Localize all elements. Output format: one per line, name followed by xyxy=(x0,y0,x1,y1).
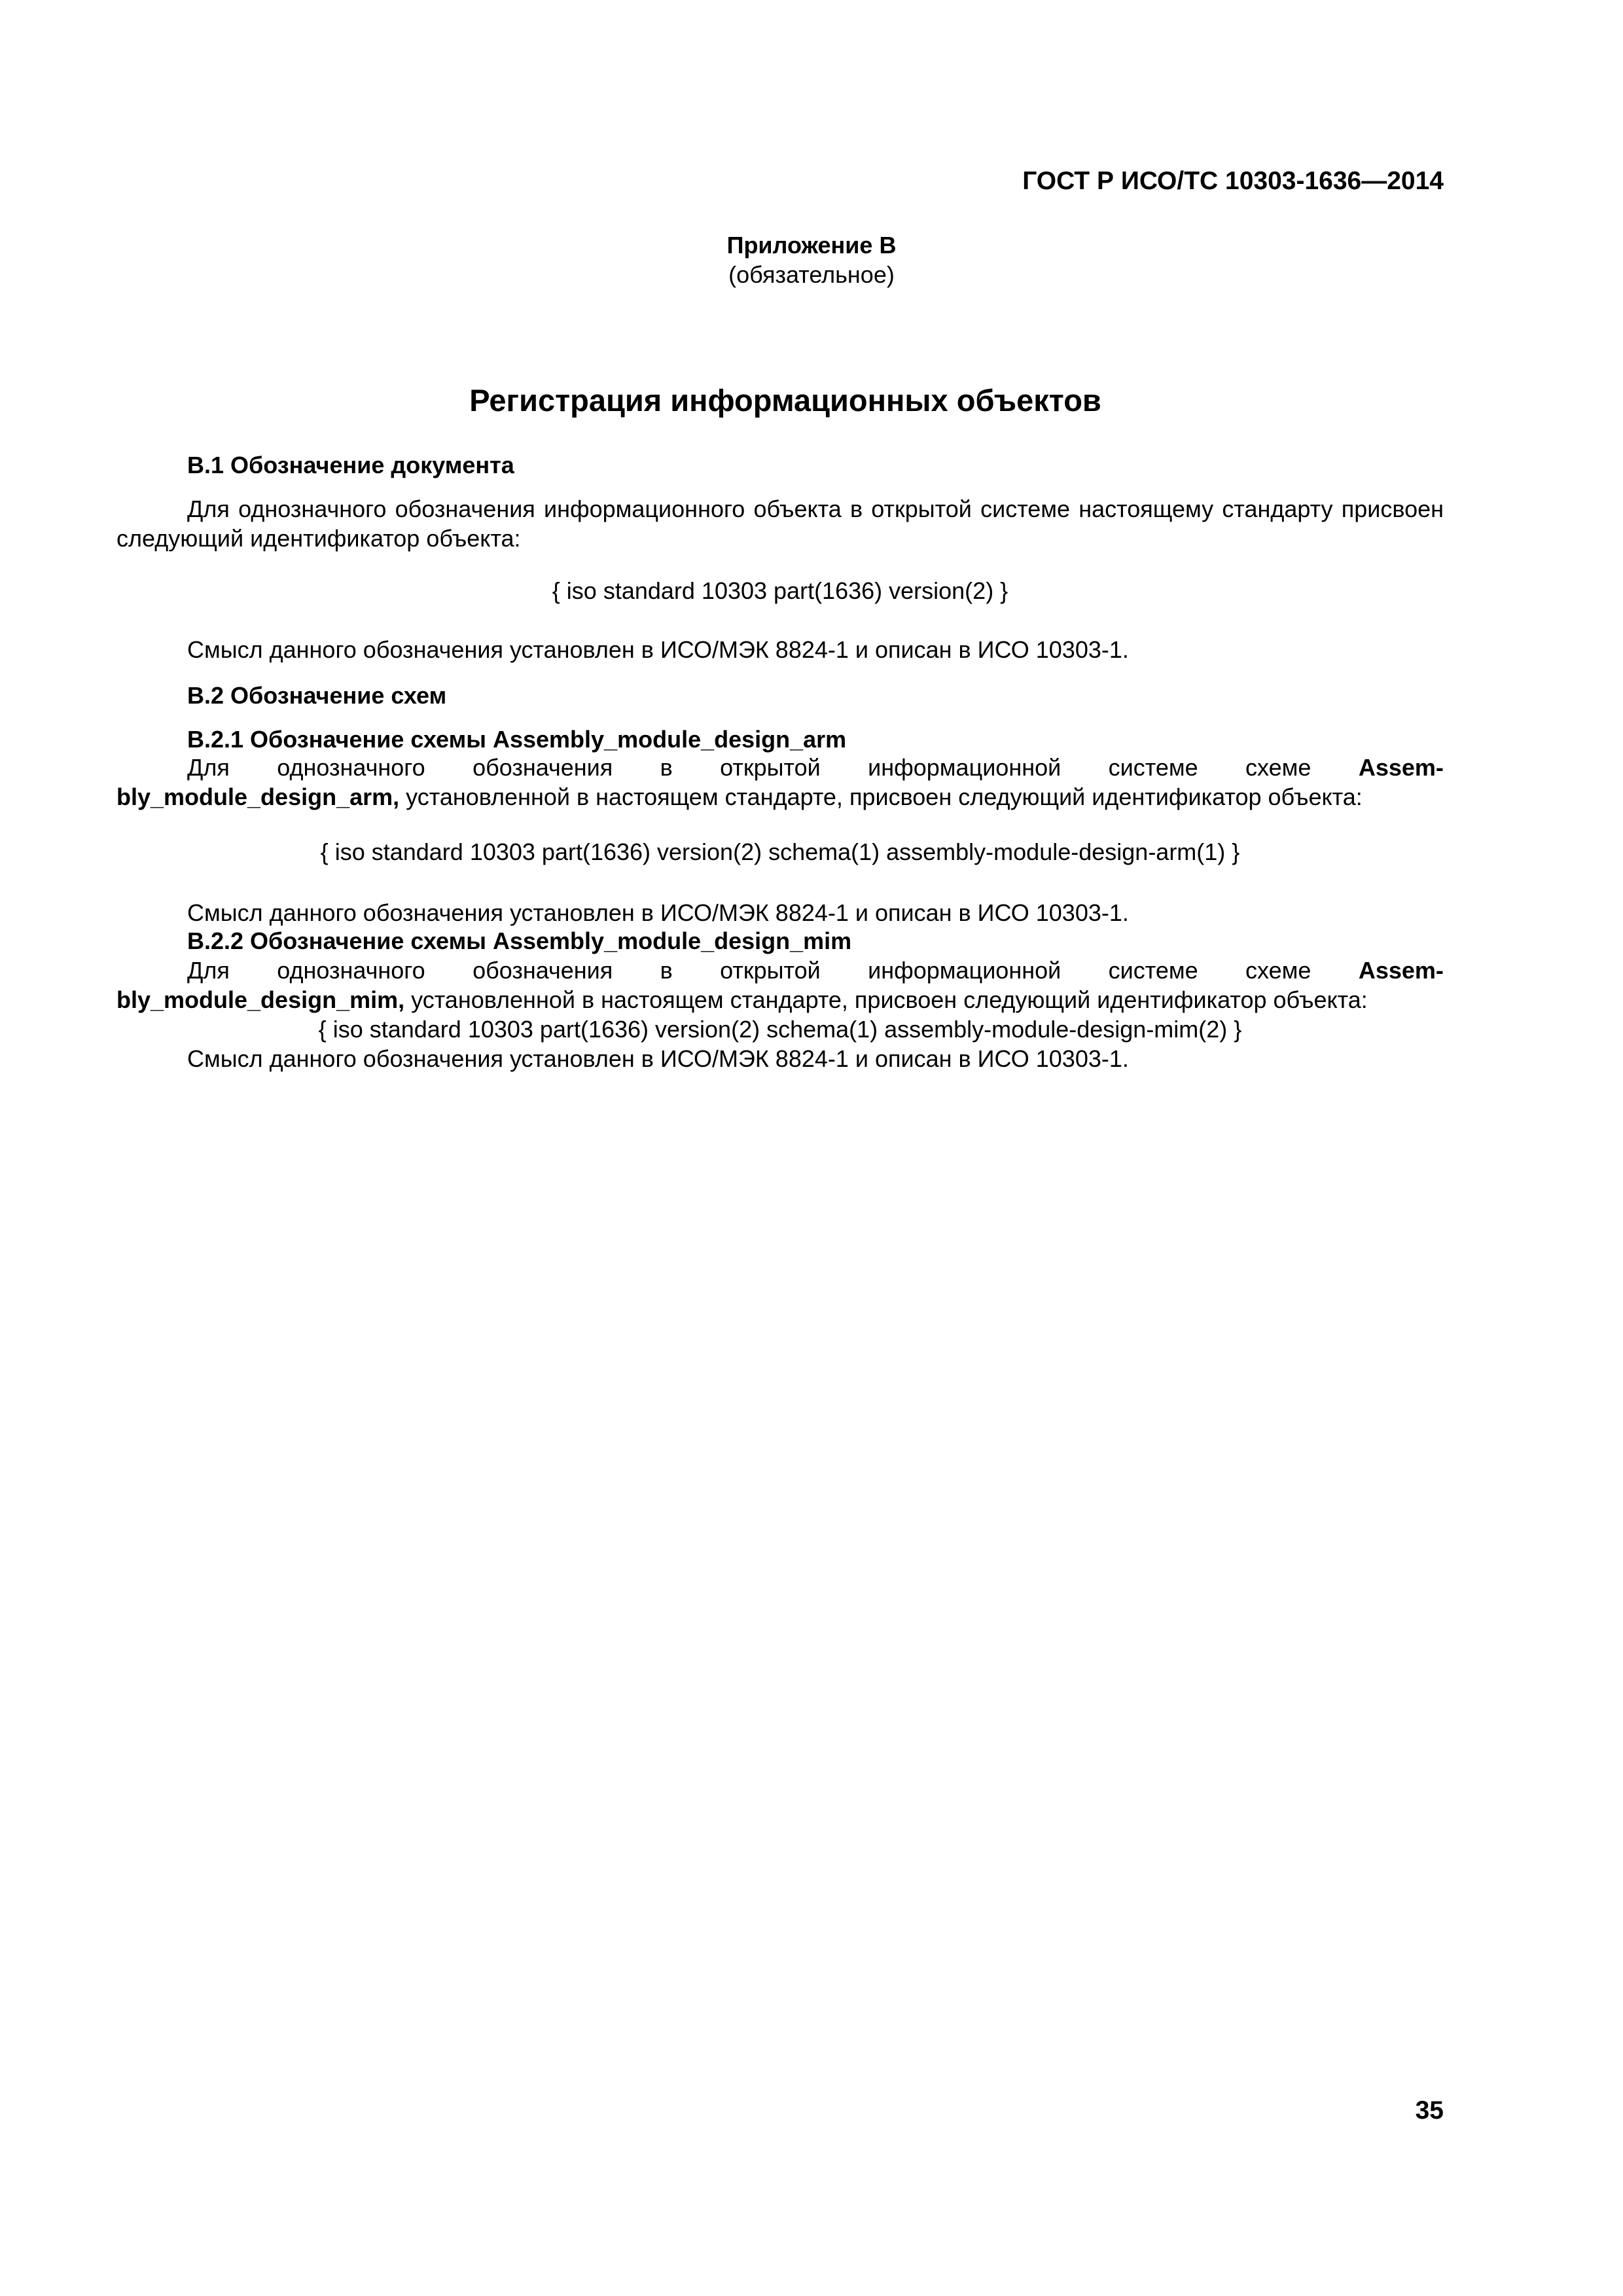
word: системе xyxy=(1108,957,1198,984)
word: однозначного xyxy=(277,957,425,984)
word: информационной xyxy=(868,754,1061,781)
schema-name-part: Assem- xyxy=(1358,957,1444,984)
word: открытой xyxy=(720,754,821,781)
word: Для xyxy=(187,754,230,781)
annex-heading xyxy=(550,230,1073,289)
section-b1-meaning: Смысл данного обозначения установлен в ИСО/МЭК 8824-1 и описан в ИСО 10303-1. xyxy=(187,636,1129,663)
word: однозначного xyxy=(277,754,425,781)
schema-name-part: Assem- xyxy=(1358,754,1444,781)
word: схеме xyxy=(1245,957,1311,984)
annex-status: (обязательное) xyxy=(728,261,895,288)
section-b22-identifier: { iso standard 10303 part(1636) version(2) schema(1) assembly-module-design-mim(2) } xyxy=(318,1016,1242,1043)
word: обозначения xyxy=(473,754,613,781)
section-b2-heading: В.2 Обозначение схем xyxy=(187,682,447,709)
word: в xyxy=(660,754,673,781)
paragraph-text: установленной в настоящем стандарте, присвоен следующий идентификатор объекта: xyxy=(399,783,1363,810)
document-code-header: ГОСТ Р ИСО/ТС 10303-1636—2014 xyxy=(1022,167,1444,195)
word: обозначения xyxy=(473,957,613,984)
section-b22-heading: В.2.2 Обозначение схемы Assembly_module_design_mim xyxy=(187,927,852,954)
schema-name-part: bly_module_design_arm, xyxy=(116,783,400,810)
section-b1-identifier: { iso standard 10303 part(1636) version(2) } xyxy=(552,577,1008,604)
section-b21-paragraph xyxy=(116,753,1444,812)
section-b21-paragraph-line-1 xyxy=(116,753,1444,782)
section-b22-paragraph xyxy=(116,956,1444,1014)
section-b1-paragraph: Для однозначного обозначения информационного объекта в открытой системе настоящему стандарту присвоен следующий идентификатор объекта: xyxy=(116,495,1444,552)
word: схеме xyxy=(1245,754,1311,781)
section-b22-paragraph-line-1 xyxy=(116,956,1444,985)
section-b21-identifier: { iso standard 10303 part(1636) version(2) schema(1) assembly-module-design-arm(1) } xyxy=(320,838,1240,865)
section-b22-paragraph-line-2 xyxy=(116,985,1444,1014)
page-number: 35 xyxy=(1415,2096,1444,2125)
section-b21-heading: В.2.1 Обозначение схемы Assembly_module_design_arm xyxy=(187,726,847,753)
word: системе xyxy=(1108,754,1198,781)
schema-name-part: bly_module_design_mim, xyxy=(116,986,405,1013)
section-b22-meaning: Смысл данного обозначения установлен в ИСО/МЭК 8824-1 и описан в ИСО 10303-1. xyxy=(187,1045,1129,1072)
word: открытой xyxy=(720,957,821,984)
section-b21-meaning: Смысл данного обозначения установлен в ИСО/МЭК 8824-1 и описан в ИСО 10303-1. xyxy=(187,899,1129,926)
paragraph-text: установленной в настоящем стандарте, присвоен следующий идентификатор объекта: xyxy=(404,986,1368,1013)
word: информационной xyxy=(868,957,1061,984)
word: в xyxy=(660,957,673,984)
section-b21-paragraph-line-2 xyxy=(116,782,1444,812)
word: Для xyxy=(187,957,230,984)
page-title: Регистрация информационных объектов xyxy=(469,383,1101,418)
section-b1-heading: В.1 Обозначение документа xyxy=(187,452,514,478)
annex-label: Приложение В xyxy=(726,232,897,259)
